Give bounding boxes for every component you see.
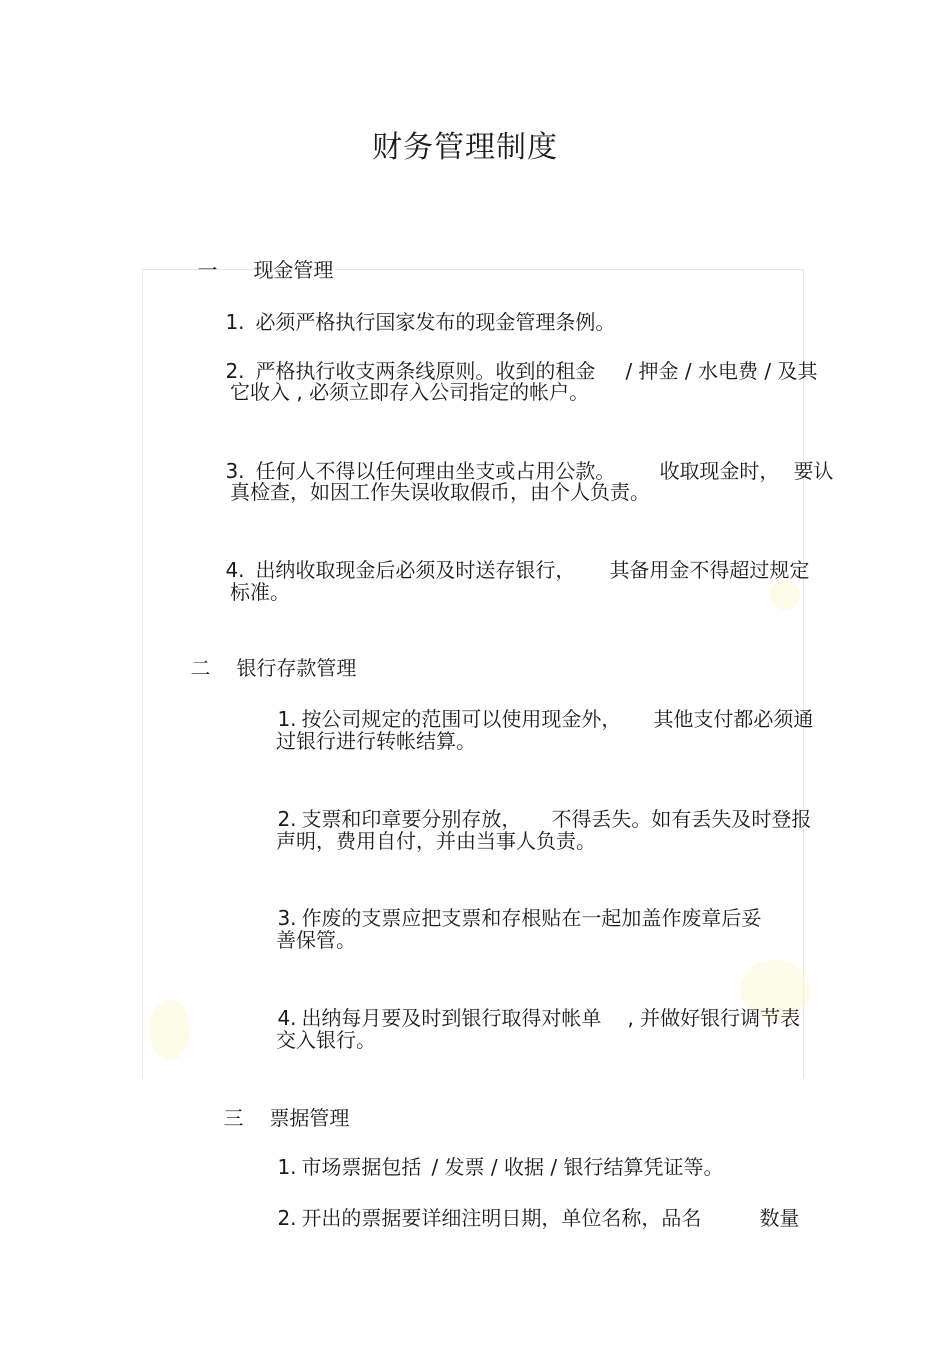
watermark-blot xyxy=(150,1000,190,1060)
item-text: / 发票 / 收据 / 银行结算凭证等。 xyxy=(431,1155,724,1179)
item-continuation: 真检查，如因工作失误收取假币，由个人负责。 xyxy=(230,480,650,504)
item-number: 4. xyxy=(225,558,245,582)
section-numeral: 三 xyxy=(223,1106,244,1130)
item-text: , 并做好银行调节表 xyxy=(627,1006,801,1030)
section-numeral: 一 xyxy=(197,258,218,282)
item-text: 其备用金不得超过规定 xyxy=(609,558,810,582)
item-number: 2. xyxy=(277,807,297,831)
item-text: 作废的支票应把支票和存根贴在一起加盖作废章后妥 xyxy=(301,906,762,930)
item-text: 任何人不得以任何理由坐支或占用公款。 xyxy=(255,459,616,483)
item-text: 按公司规定的范围可以使用现金外， xyxy=(301,707,622,731)
item-text: 其他支付都必须通 xyxy=(653,707,814,731)
item-continuation: 过银行进行转帐结算。 xyxy=(276,729,476,753)
item-text: 出纳每月要及时到银行取得对帐单 xyxy=(301,1006,602,1030)
item-continuation: 声明，费用自付，并由当事人负责。 xyxy=(276,829,596,853)
section-title: 票据管理 xyxy=(269,1106,350,1130)
item-number: 2. xyxy=(277,1206,297,1230)
section-title: 银行存款管理 xyxy=(236,656,357,680)
item-number: 3. xyxy=(225,459,245,483)
item-text: 严格执行收支两条线原则。收到的租金 xyxy=(255,359,596,383)
item-text: / 押金 / 水电费 / 及其 xyxy=(625,359,818,383)
item-number: 1. xyxy=(277,1155,297,1179)
list-item xyxy=(200,528,809,612)
item-text: 市场票据包括 xyxy=(301,1155,422,1179)
list-item xyxy=(252,1176,799,1260)
item-number: 2. xyxy=(225,359,245,383)
item-text: 开出的票据要详细注明日期，单位名称，品名 xyxy=(301,1206,702,1230)
item-text: 数量 xyxy=(759,1206,800,1230)
item-text: 必须严格执行国家发布的现金管理条例。 xyxy=(255,310,616,334)
section-numeral: 二 xyxy=(190,656,211,680)
item-number: 1. xyxy=(277,707,297,731)
item-continuation: 它收入 , 必须立即存入公司指定的帐户。 xyxy=(230,380,590,404)
item-text: 出纳收取现金后必须及时送存银行， xyxy=(255,558,576,582)
item-text: 要认 xyxy=(793,459,834,483)
item-continuation: 交入银行。 xyxy=(276,1028,376,1052)
item-continuation: 善保管。 xyxy=(276,928,356,952)
item-text: 支票和印章要分别存放， xyxy=(301,807,522,831)
item-number: 1. xyxy=(225,310,245,334)
item-continuation: 标准。 xyxy=(230,580,290,604)
section-title: 现金管理 xyxy=(253,258,334,282)
item-number: 3. xyxy=(277,906,297,930)
page-title: 财务管理制度 xyxy=(372,130,558,165)
item-text: 收取现金时， xyxy=(659,459,780,483)
item-text: 不得丢失。如有丢失及时登报 xyxy=(551,807,812,831)
item-number: 4. xyxy=(277,1006,297,1030)
